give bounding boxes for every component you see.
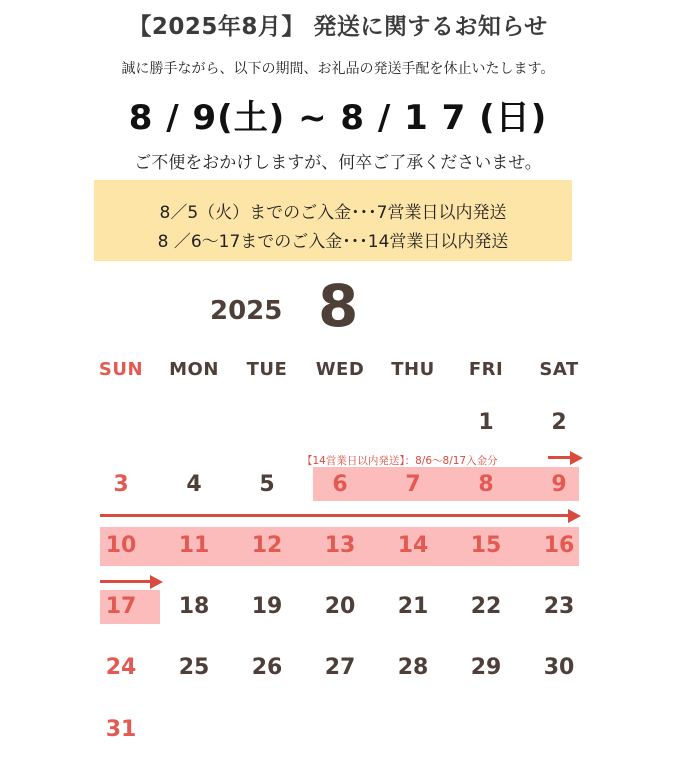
day-26: 26 [251,655,283,680]
day-16: 16 [543,533,575,558]
day-7: 7 [405,472,421,497]
notice-line-14-days: 8 ／6〜17までのご入金･･･14営業日以内発送 [157,232,509,252]
day-18: 18 [178,594,210,619]
day-15: 15 [470,533,502,558]
day-9: 9 [551,472,567,497]
weekday-sat: SAT [539,359,579,380]
weekday-tue: TUE [246,359,288,380]
day-22: 22 [470,594,502,619]
day-23: 23 [543,594,575,619]
day-12: 12 [251,533,283,558]
day-10: 10 [105,533,137,558]
day-20: 20 [324,594,356,619]
day-1: 1 [478,410,494,435]
apology-text: ご不便をおかけしますが、何卒ご了承くださいませ。 [134,153,542,173]
day-2: 2 [551,410,567,435]
day-8: 8 [478,472,494,497]
notice-title: 【2025年8月】 発送に関するお知らせ [128,14,548,40]
arrow-head-week3 [568,509,581,523]
shipping-notice-box [94,180,572,261]
day-24: 24 [105,655,137,680]
calendar-month: 8 [318,272,359,340]
day-19: 19 [251,594,283,619]
weekday-fri: FRI [468,359,504,380]
arrow-week4 [100,580,152,583]
arrow-head-week2 [570,451,583,465]
day-14: 14 [397,533,429,558]
arrow-week2 [548,456,572,459]
calendar-year: 2025 [210,296,283,326]
day-13: 13 [324,533,356,558]
day-3: 3 [113,472,129,497]
weekday-mon: MON [169,359,219,380]
day-30: 30 [543,655,575,680]
arrow-head-week4 [150,575,163,589]
day-17: 17 [105,594,137,619]
day-27: 27 [324,655,356,680]
highlight-note: 【14営業日以内発送】：8/6〜8/17入金分 [302,455,498,467]
weekday-thu: THU [391,359,435,380]
day-21: 21 [397,594,429,619]
arrow-week3 [100,514,570,517]
weekday-wed: WED [315,359,365,380]
day-5: 5 [259,472,275,497]
day-29: 29 [470,655,502,680]
day-4: 4 [186,472,202,497]
notice-line-7-days: 8／5（火）までのご入金･･･7営業日以内発送 [159,203,507,223]
day-11: 11 [178,533,210,558]
day-25: 25 [178,655,210,680]
day-31: 31 [105,717,137,742]
day-28: 28 [397,655,429,680]
weekday-sun: SUN [98,359,144,380]
suspension-period: 8 / 9(土) ~ 8 / 1 7 (日) [128,98,548,138]
day-6: 6 [332,472,348,497]
notice-subtitle: 誠に勝手ながら、以下の期間、お礼品の発送手配を休止いたします。 [121,61,555,77]
